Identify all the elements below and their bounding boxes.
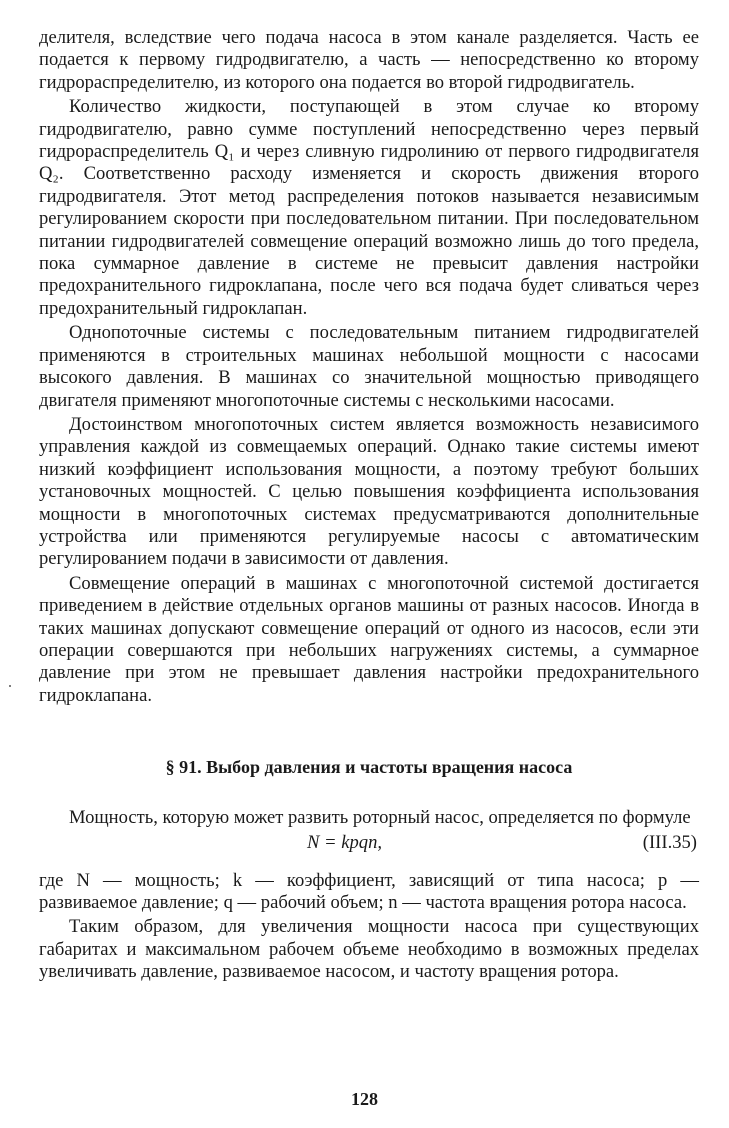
formula-number: (III.35) (642, 831, 697, 853)
formula-expression: N = kpqn, (307, 831, 383, 853)
paragraph-continued: делителя, вследствие чего подача насоса в этом канале разделяется. Часть ее подается к первому гидродвигателю, а часть — непосредственно ко второму гидрораспределителю, из которого она подается во второй гидродвигатель. (39, 27, 699, 93)
page-number: 128 (351, 1089, 378, 1109)
formula-explanation: где N — мощность; k — коэффициент, зависящий от типа насоса; p — развиваемое давление; q — рабочий объем; n — частота вращения ротора насоса. (39, 869, 699, 913)
margin-speck (9, 685, 11, 687)
formula-intro: Мощность, которую может развить роторный насос, определяется по формуле (69, 807, 691, 829)
formula-block (39, 807, 699, 855)
paragraph-single-flow-systems: Однопоточные системы с последовательным питанием гидродвигателей применяются в строительных машинах небольшой мощности с насосами высокого давления. В машинах со значительной мощностью приводящего двигателя применяют многопоточные системы с несколькими насосами. (39, 322, 699, 411)
page-body (39, 27, 699, 984)
formula-line (39, 830, 699, 856)
paragraph-fluid-quantity: Количество жидкости, поступающей в этом случае ко второму гидродвигателю, равно сумме поступлений непосредственно через первый гидрораспределитель Q₁ и через сливную гидролинию от первого гидродвигателя Q₂. Соответственно расходу изменяется и скорость движения второго гидродвигателя. Этот метод распределения потоков называется независимым регулированием скорости при последовательном питании. При последовательном питании гидродвигателей совмещение операций возможно лишь до того предела, пока суммарное давление в системе не превысит давления настройки предохранительного гидроклапана, после чего вся подача будет сливаться через предохранительный гидроклапан. (39, 96, 699, 319)
paragraph-conclusion: Таким образом, для увеличения мощности насоса при существующих габаритах и максимальном рабочем объеме необходимо в возможных пределах увеличивать давление, развиваемое насосом, и частоту вращения ротора. (39, 916, 699, 983)
section-heading: § 91. Выбор давления и частоты вращения насоса (165, 757, 573, 778)
paragraph-multi-flow-advantages: Достоинством многопоточных систем является возможность независимого управления каждой из совмещаемых операций. Однако такие системы имеют низкий коэффициент использования мощности, а поэтому требуют больших установочных мощностей. С целью повышения коэффициента использования мощности в многопоточных системах предусматриваются дополнительные устройства или применяются регулируемые насосы с автоматическим регулированием подачи в зависимости от давления. (39, 413, 699, 570)
paragraph-operation-combination: Совмещение операций в машинах с многопоточной системой достигается приведением в действие отдельных органов машины от разных насосов. Иногда в таких машинах допускают совмещение операций от одного из насосов, если эти операции совершаются при небольших нагружениях системы, а суммарное давление при этом не превышает давления настройки предохранительного гидроклапана. (39, 572, 699, 706)
